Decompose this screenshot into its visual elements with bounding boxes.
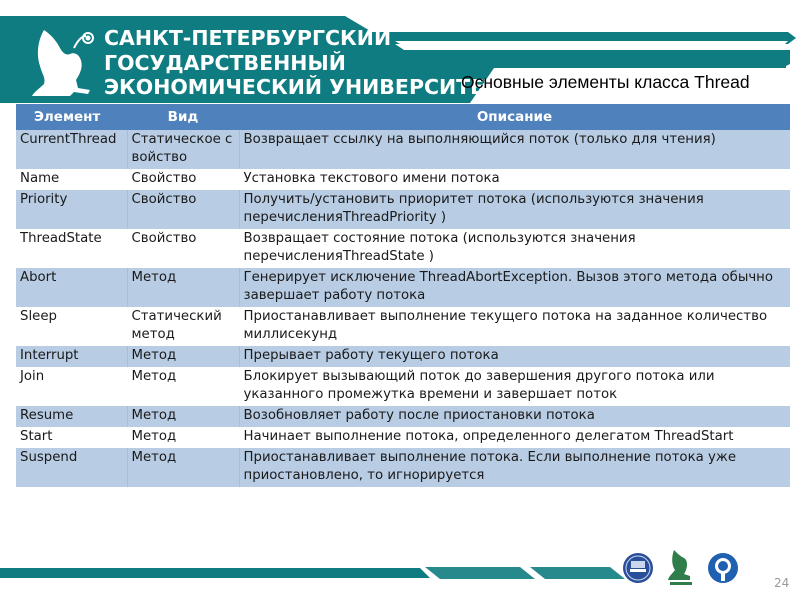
cell-element: Sleep [16, 307, 127, 346]
cell-element: Interrupt [16, 346, 127, 367]
cell-element: Name [16, 169, 127, 190]
table-row [16, 169, 790, 190]
university-name [104, 26, 498, 100]
cell-kind: Метод [127, 346, 239, 367]
finek-logo-icon [666, 548, 700, 582]
cell-kind: Свойство [127, 190, 239, 229]
cell-element: Join [16, 367, 127, 406]
cell-description: Получить/установить приоритет потока (используются значения перечисленияThreadPriority ) [239, 190, 790, 229]
cell-description: Приостанавливает выполнение потока. Если выполнение потока уже приостановлено, то игнорируется [239, 448, 790, 487]
cell-element: Suspend [16, 448, 127, 487]
table-row [16, 448, 790, 487]
table-header-row [16, 104, 790, 130]
cell-kind: Статическое свойство [127, 130, 239, 169]
cell-description: Начинает выполнение потока, определенного делегатом ThreadStart [239, 427, 790, 448]
column-header-element: Элемент [16, 104, 127, 130]
cell-kind: Метод [127, 448, 239, 487]
table-row [16, 346, 790, 367]
university-name-line-2: ГОСУДАРСТВЕННЫЙ [104, 50, 346, 75]
cell-description: Возвращает ссылку на выполняющийся поток (только для чтения) [239, 130, 790, 169]
cell-element: Priority [16, 190, 127, 229]
cell-kind: Свойство [127, 229, 239, 268]
column-header-description: Описание [239, 104, 790, 130]
cell-element: ThreadState [16, 229, 127, 268]
cell-description: Генерирует исключение ThreadAbortException. Вызов этого метода обычно завершает работу потока [239, 268, 790, 307]
table-row [16, 406, 790, 427]
page-number: 24 [774, 576, 790, 590]
cell-element: CurrentThread [16, 130, 127, 169]
university-name-line-1: САНКТ-ПЕТЕРБУРГСКИЙ [104, 26, 392, 50]
inzhekon-logo-icon [621, 551, 655, 585]
cell-description: Прерывает работу текущего потока [239, 346, 790, 367]
table-row [16, 268, 790, 307]
cell-description: Возобновляет работу после приостановки потока [239, 406, 790, 427]
cell-kind: Свойство [127, 169, 239, 190]
header-banner [0, 0, 800, 110]
cell-kind: Статический метод [127, 307, 239, 346]
university-name-line-3: ЭКОНОМИЧЕСКИЙ УНИВЕРСИТЕТ [104, 75, 499, 99]
table-row [16, 190, 790, 229]
column-header-kind: Вид [127, 104, 239, 130]
griffin-logo-icon [30, 26, 96, 100]
cell-description: Установка текстового имени потока [239, 169, 790, 190]
slide-title: Основные элементы класса Thread [461, 72, 750, 92]
cell-description: Возвращает состояние потока (используются значения перечисленияThreadState ) [239, 229, 790, 268]
table-row [16, 229, 790, 268]
table-row [16, 367, 790, 406]
university-emblem-icon [706, 551, 740, 585]
cell-description: Блокирует вызывающий поток до завершения другого потока или указанного промежутка времени и завершает поток [239, 367, 790, 406]
cell-kind: Метод [127, 406, 239, 427]
cell-kind: Метод [127, 427, 239, 448]
table-row [16, 130, 790, 169]
thread-members-table [16, 104, 790, 487]
cell-element: Start [16, 427, 127, 448]
cell-description: Приостанавливает выполнение текущего потока на заданное количество миллисекунд [239, 307, 790, 346]
table-row [16, 307, 790, 346]
cell-kind: Метод [127, 367, 239, 406]
cell-kind: Метод [127, 268, 239, 307]
cell-element: Abort [16, 268, 127, 307]
cell-element: Resume [16, 406, 127, 427]
table-row [16, 427, 790, 448]
